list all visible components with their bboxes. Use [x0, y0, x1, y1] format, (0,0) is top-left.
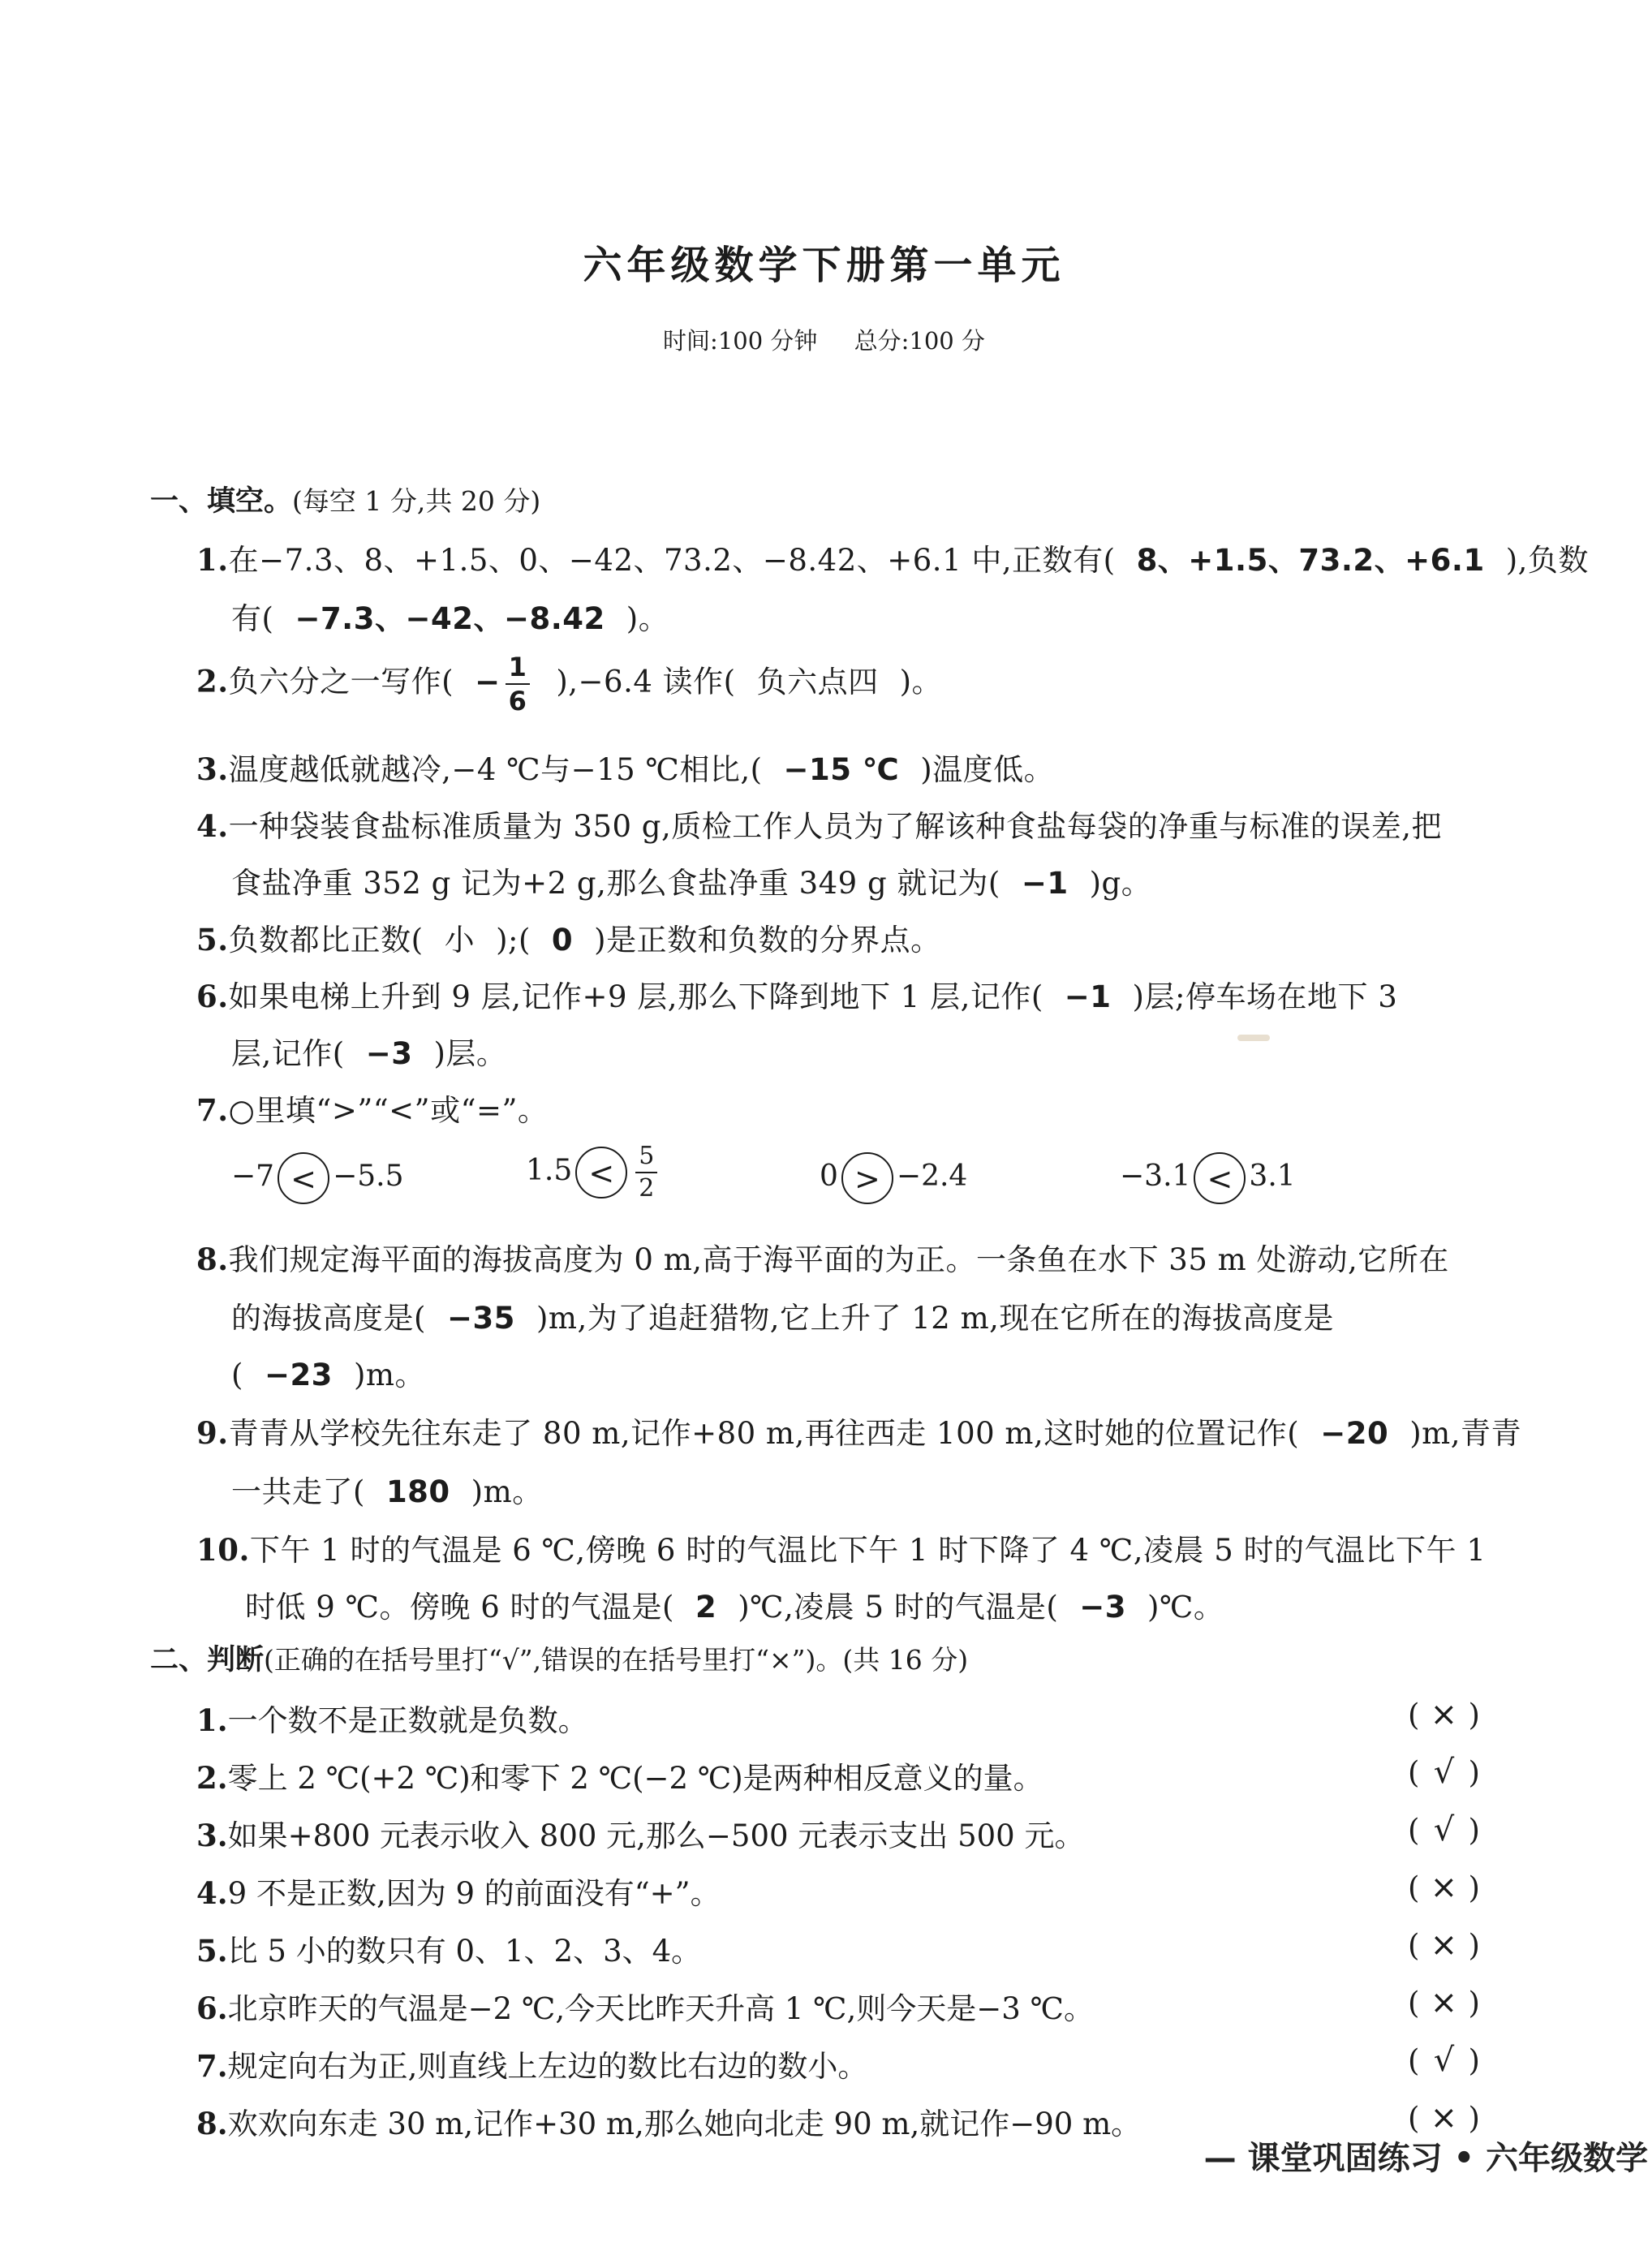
section1-title: 一、填空。 [150, 484, 293, 518]
q2-text3: )。 [899, 664, 943, 699]
paren-right: ) [1468, 1755, 1480, 1790]
q1-answer1: 8、+1.5、73.2、+6.1 [1136, 543, 1485, 578]
q7-c3-right: −2.4 [896, 1160, 968, 1193]
section2-heading [150, 1638, 968, 1678]
q5-line [196, 915, 941, 959]
q9-answer1: −20 [1320, 1416, 1389, 1451]
paren-left: ( [1408, 2043, 1420, 2078]
q6-text1: 如果电梯上升到 9 层,记作+9 层,那么下降到地下 1 层,记作( [228, 979, 1043, 1014]
q7-c2-fraction [635, 1144, 657, 1201]
q6-line2 [231, 1029, 506, 1073]
paren-left: ( [1408, 1813, 1420, 1848]
q7-c4-right: 3.1 [1249, 1160, 1296, 1193]
judge-item-text: 9 不是正数,因为 9 的前面没有“+”。 [227, 1876, 721, 1911]
q9-answer2: 180 [385, 1474, 450, 1509]
q8-line1 [196, 1235, 1449, 1279]
q2-text1: 负六分之一写作( [228, 664, 454, 699]
section1-heading [150, 479, 540, 519]
q4-text1: 一种袋装食盐标准质量为 350 g,质检工作人员为了解该种食盐每袋的净重与标准的误差,把 [228, 809, 1442, 844]
q3-text1: 温度越低就越冷,−4 ℃与−15 ℃相比,( [228, 752, 763, 787]
judge-item-text: 规定向右为正,则直线上左边的数比右边的数小。 [227, 2049, 868, 2084]
q7-c3-left: 0 [820, 1160, 838, 1193]
q4-text2: 食盐净重 352 g 记为+2 g,那么食盐净重 349 g 就记为( [231, 866, 1000, 901]
scan-smudge [1237, 1035, 1270, 1041]
q6-text4: )层。 [433, 1036, 507, 1071]
q10-answer2: −3 [1079, 1590, 1127, 1625]
q8-answer1: −35 [446, 1301, 515, 1336]
q1-number: 1. [196, 542, 229, 578]
paren-left: ( [1408, 1698, 1420, 1732]
q7-line [196, 1086, 548, 1130]
q10-line2 [245, 1582, 1224, 1626]
q7-c4-circle: < [1194, 1152, 1246, 1204]
q5-number: 5. [196, 922, 229, 958]
q10-answer1: 2 [695, 1590, 717, 1625]
judge-item-text: 一个数不是正数就是负数。 [227, 1703, 588, 1738]
q7-number: 7. [196, 1092, 229, 1128]
q5-answer2: 0 [551, 923, 574, 958]
total-score: 总分:100 分 [854, 327, 985, 355]
judge-answer-box [1408, 1696, 1480, 1733]
time-limit: 时间:100 分钟 [663, 327, 818, 355]
q7-c2-left: 1.5 [526, 1154, 573, 1187]
q2-fraction-numerator: 1 [506, 654, 531, 685]
q9-text2: )m,青青 [1409, 1416, 1521, 1451]
q1-text2: ),负数 [1505, 543, 1589, 578]
q7-compare-3 [820, 1152, 967, 1204]
judge-item [196, 1811, 1084, 1855]
paren-left: ( [1408, 1870, 1420, 1905]
paren-left: ( [1408, 1928, 1420, 1963]
q7-c3-circle: > [841, 1152, 893, 1204]
q2-answer2: 负六点四 [756, 664, 879, 699]
q2-text2: ),−6.4 读作( [556, 664, 736, 699]
q8-text3: )m,为了追赶猎物,它上升了 12 m,现在它所在的海拔高度是 [536, 1301, 1334, 1336]
q1-answer2: −7.3、−42、−8.42 [295, 601, 605, 636]
page-title: 六年级数学下册第一单元 [583, 243, 1065, 288]
judge-item [196, 2042, 867, 2085]
judge-answer-box [1408, 1869, 1480, 1906]
judge-item-number: 2. [196, 1760, 228, 1796]
q8-text5: )m。 [353, 1358, 425, 1392]
q8-answer2: −23 [264, 1358, 333, 1392]
q7-compare-1 [231, 1152, 404, 1204]
section1-note: (每空 1 分,共 20 分) [292, 485, 541, 517]
q1-line1 [196, 536, 1589, 579]
q3-line [196, 745, 1054, 789]
judge-item [196, 2099, 1141, 2143]
judge-mark: √ [1433, 1811, 1455, 1848]
q10-line1 [196, 1526, 1486, 1569]
q6-number: 6. [196, 979, 229, 1014]
q8-text1: 我们规定海平面的海拔高度为 0 m,高于海平面的为正。一条鱼在水下 35 m 处游动,它所在 [228, 1242, 1449, 1277]
q1-text3: 有( [231, 601, 274, 636]
judge-item-text: 零上 2 ℃(+2 ℃)和零下 2 ℃(−2 ℃)是两种相反意义的量。 [227, 1761, 1043, 1796]
q10-text1: 下午 1 时的气温是 6 ℃,傍晚 6 时的气温比下午 1 时下降了 4 ℃,凌晨 5 时的气温比下午 1 [249, 1533, 1487, 1568]
q10-text2: 时低 9 ℃。傍晚 6 时的气温是( [245, 1590, 674, 1625]
paren-right: ) [1468, 1813, 1480, 1848]
section2-title: 二、判断 [150, 1643, 265, 1676]
q6-answer2: −3 [365, 1036, 413, 1071]
q9-line1 [196, 1409, 1521, 1452]
q5-text3: )是正数和负数的分界点。 [594, 923, 941, 958]
q7-c1-circle: < [278, 1152, 329, 1204]
q2-number: 2. [196, 663, 229, 699]
footer-series-title: — 课堂巩固练习 • 六年级数学 [1203, 2140, 1648, 2177]
judge-item-number: 6. [196, 1990, 228, 2026]
q9-line2 [231, 1467, 543, 1511]
q7-compare-4 [1120, 1152, 1296, 1204]
q9-text1: 青青从学校先往东走了 80 m,记作+80 m,再往西走 100 m,这时她的位置记作( [228, 1416, 1300, 1451]
q10-number: 10. [196, 1532, 250, 1568]
judge-item-number: 5. [196, 1933, 228, 1969]
q7-compare-2 [526, 1144, 662, 1201]
q8-line2 [231, 1293, 1334, 1337]
q1-line2 [231, 594, 669, 638]
q7-c2-denominator: 2 [639, 1174, 655, 1203]
paren-right: ) [1468, 1928, 1480, 1963]
judge-item [196, 1984, 1094, 2028]
q10-text3: )℃,凌晨 5 时的气温是( [738, 1590, 1059, 1625]
q7-c2-numerator: 5 [635, 1144, 657, 1173]
paren-right: ) [1468, 2101, 1480, 2136]
judge-mark: √ [1433, 2042, 1455, 2079]
q2-answer-sign: − [475, 664, 501, 699]
paren-right: ) [1468, 1698, 1480, 1732]
q4-answer: −1 [1021, 866, 1069, 901]
paren-right: ) [1468, 1870, 1480, 1905]
judge-item [196, 1754, 1043, 1797]
judge-mark: × [1430, 1869, 1458, 1906]
judge-mark: × [1430, 1984, 1458, 2021]
q4-text3: )g。 [1089, 866, 1152, 901]
judge-item [196, 1926, 701, 1970]
q9-number: 9. [196, 1415, 229, 1451]
q5-text2: );( [496, 923, 531, 958]
q8-text4: ( [231, 1358, 243, 1392]
q5-answer1: 小 [444, 923, 475, 958]
exam-meta [0, 323, 1648, 356]
judge-item-text: 北京昨天的气温是−2 ℃,今天比昨天升高 1 ℃,则今天是−3 ℃。 [227, 1991, 1095, 2026]
q4-line1 [196, 802, 1442, 846]
q6-text3: 层,记作( [231, 1036, 345, 1071]
q4-number: 4. [196, 808, 229, 844]
judge-item-number: 8. [196, 2106, 228, 2141]
paren-right: ) [1468, 1986, 1480, 2021]
judge-item-number: 3. [196, 1818, 228, 1853]
q7-c1-left: −7 [231, 1160, 275, 1193]
q3-number: 3. [196, 751, 229, 787]
q9-text3: 一共走了( [231, 1474, 365, 1509]
judge-answer-box [1408, 2099, 1480, 2137]
paren-right: ) [1468, 2043, 1480, 2078]
judge-mark: √ [1433, 1754, 1455, 1791]
judge-mark: × [1430, 2099, 1458, 2137]
q3-answer: −15 ℃ [783, 752, 900, 787]
judge-item-number: 7. [196, 2048, 228, 2084]
judge-answer-box [1408, 1926, 1480, 1964]
q7-c2-circle: < [575, 1147, 627, 1199]
q5-text1: 负数都比正数( [228, 923, 424, 958]
judge-item-text: 欢欢向东走 30 m,记作+30 m,那么她向北走 90 m,就记作−90 m。 [227, 2107, 1142, 2141]
q10-text4: )℃。 [1147, 1590, 1224, 1625]
q8-line3 [231, 1350, 425, 1394]
q2-fraction-denominator: 6 [508, 686, 527, 717]
q7-c4-left: −3.1 [1120, 1160, 1191, 1193]
paren-left: ( [1408, 1755, 1420, 1790]
q7-c1-right: −5.5 [333, 1160, 404, 1193]
q6-text2: )层;停车场在地下 3 [1132, 979, 1398, 1014]
q7-text: ○里填“>”“<”或“=”。 [228, 1093, 549, 1128]
judge-answer-box [1408, 1811, 1480, 1848]
q4-line2 [231, 859, 1151, 902]
judge-answer-box [1408, 2042, 1480, 2079]
q6-answer1: −1 [1064, 979, 1112, 1014]
q2-line [196, 652, 943, 717]
judge-mark: × [1430, 1926, 1458, 1964]
q2-answer-fraction [506, 652, 531, 717]
judge-mark: × [1430, 1696, 1458, 1733]
judge-answer-box [1408, 1984, 1480, 2021]
paren-left: ( [1408, 1986, 1420, 2021]
judge-item-text: 比 5 小的数只有 0、1、2、3、4。 [227, 1934, 702, 1969]
q1-text1: 在−7.3、8、+1.5、0、−42、73.2、−8.42、+6.1 中,正数有( [228, 543, 1116, 578]
q6-line1 [196, 972, 1397, 1016]
judge-item [196, 1696, 588, 1740]
judge-answer-box [1408, 1754, 1480, 1791]
q1-text4: )。 [626, 601, 669, 636]
judge-item-text: 如果+800 元表示收入 800 元,那么−500 元表示支出 500 元。 [227, 1818, 1085, 1853]
q3-text2: )温度低。 [920, 752, 1055, 787]
section2-note: (正确的在括号里打“√”,错误的在括号里打“×”)。(共 16 分) [264, 1644, 969, 1676]
judge-item-number: 4. [196, 1875, 228, 1911]
q8-number: 8. [196, 1242, 229, 1277]
judge-item-number: 1. [196, 1702, 228, 1738]
paren-left: ( [1408, 2101, 1420, 2136]
q9-text4: )m。 [471, 1474, 543, 1509]
judge-item [196, 1869, 721, 1913]
q8-text2: 的海拔高度是( [231, 1301, 426, 1336]
